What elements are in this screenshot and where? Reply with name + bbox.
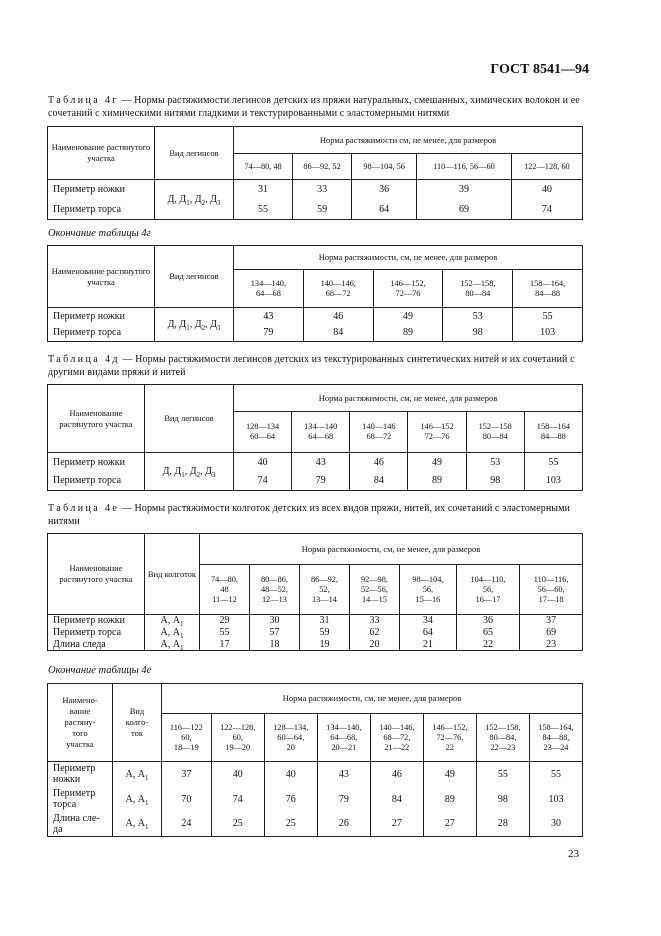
size-header: 92—98, 52—56, 14—15 xyxy=(349,565,399,615)
table-row: Периметр торса 74 79 84 89 98 103 xyxy=(48,472,583,491)
size-header: 98—104, 56, 15—16 xyxy=(399,565,456,615)
size-header: 86—92, 52, 13—14 xyxy=(299,565,349,615)
table-row: Длина следа А, $А_1$ 17 18 19 20 21 22 23 xyxy=(48,639,583,651)
table-4e-end-caption: Окончание таблицы 4е xyxy=(48,665,152,676)
size-header: 122—128, 60 xyxy=(511,154,582,180)
table-4d xyxy=(47,384,583,491)
size-header: 158—164 84—88 xyxy=(524,412,582,453)
size-header: 146—152, 72—76, 22 xyxy=(423,714,476,762)
size-header: 158—164, 84—88, 23—24 xyxy=(529,714,582,762)
table-4g-caption: Таблица 4г — Нормы растяжимости легинсов детских из пряжи натуральных, смешанных, химических волокон и ее сочетаний с химическими нитями гладкими и текстурированными с эластомерными нитями xyxy=(48,95,580,119)
size-header: 122—128, 60, 19—20 xyxy=(211,714,264,762)
col-header-name: Наименование растянутого участка xyxy=(48,127,155,180)
size-header: 74—80, 48 xyxy=(234,154,293,180)
size-header: 110—116, 56—60 xyxy=(417,154,512,180)
size-header: 146—152 72—76 xyxy=(408,412,466,453)
type-cell: А, $А_1$ xyxy=(145,639,200,651)
type-cell: А, $А_1$ xyxy=(145,627,200,639)
col-header-name: Наименование растянутого участка xyxy=(48,534,145,615)
size-header: 80—86, 48—52, 12—13 xyxy=(249,565,299,615)
table-4g-end xyxy=(47,245,583,342)
row-label: Длина сле- да xyxy=(48,812,113,837)
table-row: Периметр торса А, $А_1$ 70 74 76 79 84 89 98 103 xyxy=(48,787,583,812)
norm-header: Норма растяжимости см, не менее, для размеров xyxy=(234,127,583,154)
norm-header: Норма растяжимости, см, не менее, для размеров xyxy=(234,385,583,412)
size-header: 116—122 60, 18—19 xyxy=(162,714,212,762)
size-header: 104—110, 56, 16—17 xyxy=(456,565,519,615)
type-cell: А, $А_1$ xyxy=(145,615,200,627)
type-cell: А, $А_1$ xyxy=(113,812,162,837)
table-4e-caption: Таблица 4е — Нормы растяжимости колготок детских из всех видов пряжи, нитей, их сочетаний с эластомерными нитями xyxy=(48,503,570,527)
table-row: Длина сле- да А, $А_1$ 24 25 25 26 27 27 28 30 xyxy=(48,812,583,837)
table-row: Периметр ножки Д, $Д_1$, $Д_2$, $Д_3$ 40 43 46 49 53 55 xyxy=(48,453,583,472)
size-header: 152—158, 80—84 xyxy=(443,270,513,308)
size-header: 128—134 60—64 xyxy=(234,412,292,453)
table-4g xyxy=(47,126,583,220)
type-cell: А, $А_1$ xyxy=(113,762,162,787)
size-header: 110—116, 56—60, 17—18 xyxy=(520,565,583,615)
col-header-type: Вид легинсов xyxy=(155,246,234,308)
table-row: Периметр торса 55 59 64 69 74 xyxy=(48,200,583,220)
size-header: 134—140 64—68 xyxy=(292,412,350,453)
type-cell: А, $А_1$ xyxy=(113,787,162,812)
col-header-type: Вид легинсов xyxy=(155,127,234,180)
size-header: 74—80, 48 11—12 xyxy=(200,565,250,615)
size-header: 152—158, 80—84, 22—23 xyxy=(476,714,529,762)
col-header-name: Наименование растянутого участка xyxy=(48,246,155,308)
norm-header: Норма растяжимости, см, не менее, для размеров xyxy=(234,246,583,270)
col-header-name: Наимено- вание растяну- того участка xyxy=(48,684,113,762)
size-header: 146—152, 72—76 xyxy=(373,270,443,308)
col-header-type: Вид легинсов xyxy=(145,385,234,453)
size-header: 134—140, 64—68, 20—21 xyxy=(317,714,370,762)
table-row: Периметр ножки Д, $Д_1$, $Д_2$, $Д_3$ 43 46 49 53 55 xyxy=(48,308,583,325)
table-row: Периметр торса 79 84 89 98 103 xyxy=(48,325,583,342)
page-number: 23 xyxy=(568,848,579,860)
col-header-name: Наименование растянутого участка xyxy=(48,385,145,453)
row-label: Периметр ножки xyxy=(48,762,113,787)
norm-header: Норма растяжимости, см, не менее, для размеров xyxy=(200,534,583,565)
size-header: 152—158 80—84 xyxy=(466,412,524,453)
table-row: Периметр ножки Д, $Д_1$, $Д_2$, $Д_3$ 31 33 36 39 40 xyxy=(48,180,583,200)
type-cell: Д, $Д_1$, $Д_2$, $Д_3$ xyxy=(155,180,234,220)
table-row: Периметр торса А, $А_1$ 55 57 59 62 64 65 69 xyxy=(48,627,583,639)
table-4g-end-caption: Окончание таблицы 4г xyxy=(48,228,151,239)
size-header: 140—146, 68—72, 21—22 xyxy=(370,714,423,762)
type-cell: Д, $Д_1$, $Д_2$, $Д_3$ xyxy=(155,308,234,342)
size-header: 98—104, 56 xyxy=(352,154,417,180)
standard-title: ГОСТ 8541—94 xyxy=(490,62,589,77)
col-header-type: Вид колго- ток xyxy=(113,684,162,762)
size-header: 140—146 68—72 xyxy=(350,412,408,453)
type-cell: Д, $Д_1$, $Д_2$, $Д_3$ xyxy=(145,453,234,491)
norm-header: Норма растяжимости, см, не менее, для размеров xyxy=(162,684,583,714)
col-header-type: Вид колготок xyxy=(145,534,200,615)
size-header: 140—146, 68—72 xyxy=(303,270,373,308)
row-label: Периметр торса xyxy=(48,787,113,812)
table-4e xyxy=(47,533,583,651)
table-row: Периметр ножки А, $А_1$ 29 30 31 33 34 36 37 xyxy=(48,615,583,627)
table-row: Периметр ножки А, $А_1$ 37 40 40 43 46 49 55 55 xyxy=(48,762,583,787)
table-4e-end xyxy=(47,683,583,837)
size-header: 134—140, 64—68 xyxy=(234,270,304,308)
table-4d-caption: Таблица 4д — Нормы растяжимости легинсов детских из текстурированных синтетических нитей и их сочетаний с другими видами пряжи и нитей xyxy=(48,354,575,378)
size-header: 86—92, 52 xyxy=(293,154,352,180)
size-header: 158—164, 84—88 xyxy=(513,270,583,308)
size-header: 128—134, 60—64, 20 xyxy=(264,714,317,762)
